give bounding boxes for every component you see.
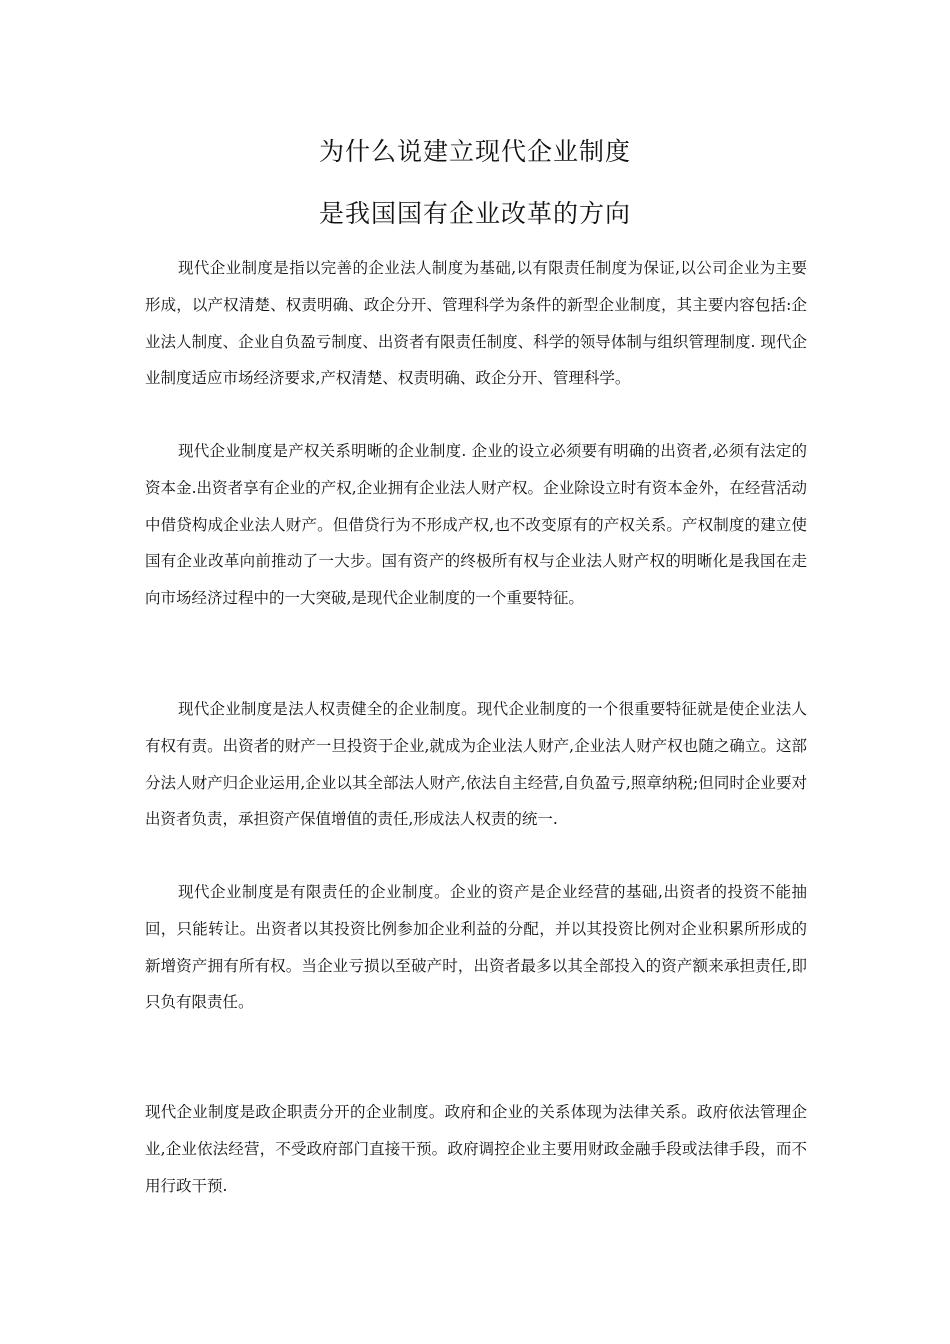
- paragraph-government-separation: 现代企业制度是政企职责分开的企业制度。政府和企业的关系体现为法律关系。政府依法管理企业,企业依法经营，不受政府部门直接干预。政府调控企业主要用财政金融手段或法律手段，而不用行政干预.: [145, 1103, 807, 1195]
- document-title-line-1: 为什么说建立现代企业制度: [318, 137, 631, 166]
- paragraph-property-rights: 现代企业制度是产权关系明晰的企业制度. 企业的设立必须要有明确的出资者,必须有法定的资本金.出资者享有企业的产权,企业拥有企业法人财产权。企业除设立时有资本金外，在经营活动中借贷构成企业法人财产。但借贷行为不形成产权,也不改变原有的产权关系。产权制度的建立使国有企业改革向前推动了一大步。国有资产的终极所有权与企业法人财产权的明晰化是我国在走向市场经济过程中的一大突破,是现代企业制度的一个重要特征。: [145, 442, 807, 608]
- paragraph-limited-liability: 现代企业制度是有限责任的企业制度。企业的资产是企业经营的基础,出资者的投资不能抽回，只能转让。出资者以其投资比例参加企业利益的分配，并以其投资比例对企业积累所形成的新增资产拥有所有权。当企业亏损以至破产时，出资者最多以其全部投入的资产额来承担责任,即只负有限责任。: [145, 883, 807, 1012]
- document-title-line-2: 是我国国有企业改革的方向: [318, 199, 631, 228]
- paragraph-legal-person: 现代企业制度是法人权责健全的企业制度。现代企业制度的一个很重要特征就是使企业法人有权有责。出资者的财产一旦投资于企业,就成为企业法人财产,企业法人财产权也随之确立。这部分法人财产归企业运用,企业以其全部法人财产,依法自主经营,自负盈亏,照章纳税;但同时企业要对出资者负责，承担资产保值增值的责任,形成法人权责的统一.: [145, 700, 807, 829]
- paragraph-definition: 现代企业制度是指以完善的企业法人制度为基础,以有限责任制度为保证,以公司企业为主要形成，以产权清楚、权责明确、政企分开、管理科学为条件的新型企业制度，其主要内容包括:企业法人制度、企业自负盈亏制度、出资者有限责任制度、科学的领导体制与组织管理制度. 现代企业制度适应市场经济要求,产权清楚、权责明确、政企分开、管理科学。: [145, 259, 807, 388]
